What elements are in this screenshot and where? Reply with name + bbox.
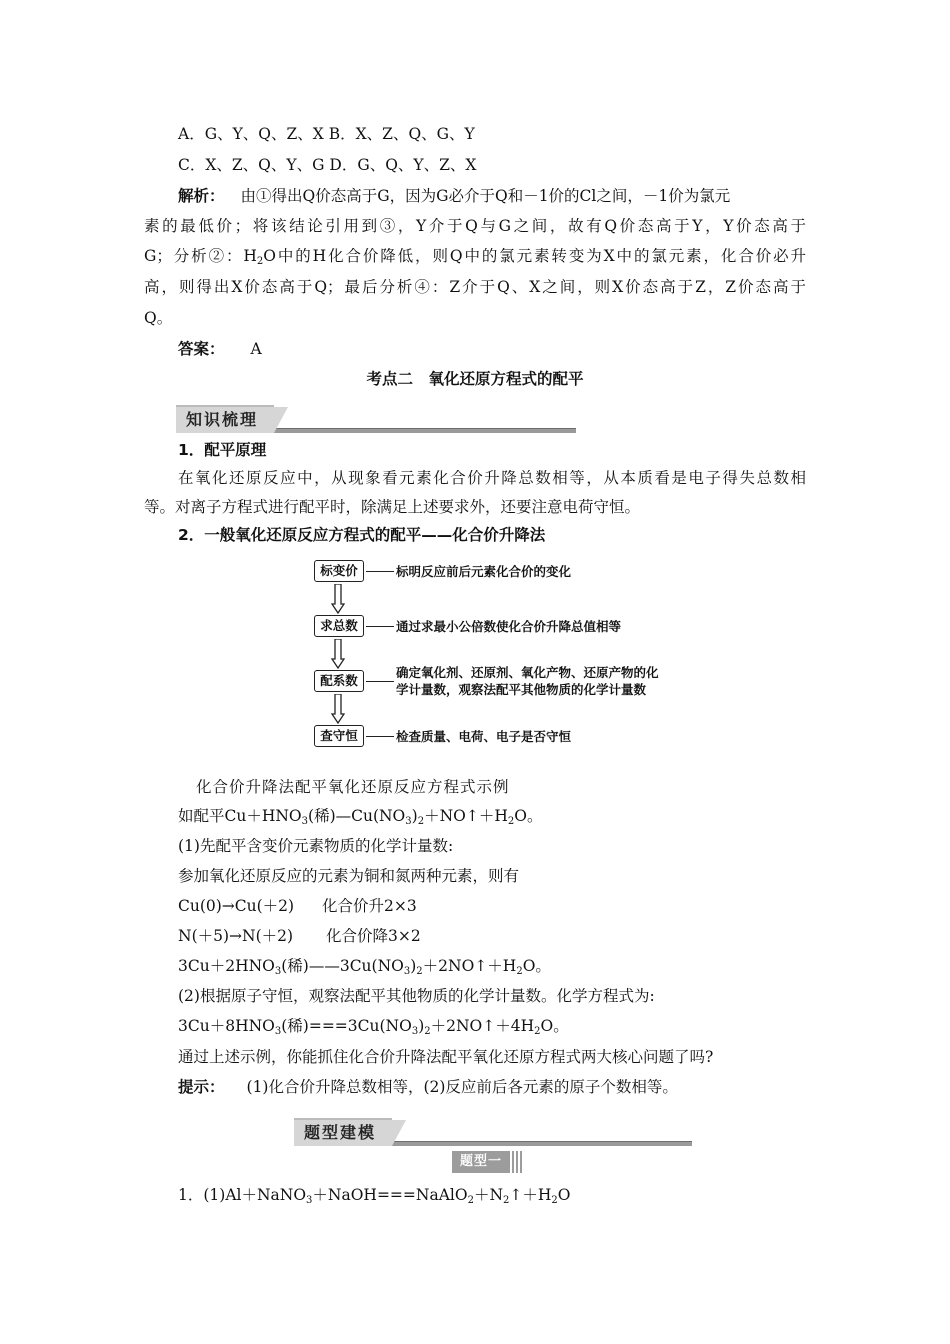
options-cd: C．X、Z、Q、Y、G D．G、Q、Y、Z、X bbox=[178, 156, 477, 174]
item1-paragraph-2: 等。对离子方程式进行配平时，除满足上述要求外，还要注意电荷守恒。 bbox=[144, 498, 641, 516]
flow-text-3a: 确定氧化剂、还原剂、氧化产物、还原产物的化 bbox=[396, 665, 659, 680]
example-step-1b: 参加氧化还原反应的元素为铜和氮两种元素，则有 bbox=[178, 867, 520, 885]
options-ab: A．G、Y、Q、Z、X B．X、Z、Q、G、Y bbox=[178, 125, 475, 143]
flow-box-2: 求总数 bbox=[314, 615, 364, 637]
analysis-line-3: G；分析②：$H_2O$中的H化合价降低，则Q中的氯元素转变为X中的氯元素，化合价必升 bbox=[144, 247, 807, 267]
analysis-line-1: 解析： 由①得出Q价态高于G，因为G必介于Q和－1价的Cl之间，－1价为氯元 bbox=[178, 186, 731, 205]
banner-modeling bbox=[294, 1118, 692, 1146]
example-equation-1: $3Cu+2HNO_3$(稀)$——3Cu(NO_3)_2+2NO↑+H_2O$。 bbox=[178, 957, 551, 977]
hint-text: (1)化合价升降总数相等，(2)反应前后各元素的原子个数相等。 bbox=[246, 1078, 678, 1096]
answer-label: 答案： bbox=[178, 339, 225, 358]
item1-title: 1．配平原理 bbox=[178, 441, 267, 459]
hint-label: 提示： bbox=[178, 1077, 225, 1096]
example-step-1: (1)先配平含变价元素物质的化学计量数: bbox=[178, 837, 454, 855]
flow-text-4: 检查质量、电荷、电子是否守恒 bbox=[396, 729, 572, 744]
example-equation-2: $3Cu+8HNO_3$(稀)$===3Cu(NO_3)_2+2NO↑+4H_2O$。 bbox=[178, 1017, 569, 1037]
flow-text-1: 标明反应前后元素化合价的变化 bbox=[396, 564, 572, 579]
answer bbox=[178, 339, 262, 359]
example-title: 化合价升降法配平氧化还原反应方程式示例 bbox=[196, 778, 510, 796]
down-arrow-icon bbox=[331, 694, 345, 724]
item1-paragraph-1: 在氧化还原反应中，从现象看元素化合价升降总数相等，从本质看是电子得失总数相 bbox=[178, 469, 806, 487]
example-equation-0: 如配平$Cu+HNO_3$(稀)$—Cu(NO_3)_2+NO↑+H_2O$。 bbox=[178, 807, 543, 827]
example-question: 通过上述示例，你能抓住化合价升降法配平氧化还原方程式两大核心问题了吗? bbox=[178, 1048, 714, 1066]
flow-connector-4 bbox=[366, 736, 394, 737]
hint bbox=[178, 1077, 678, 1097]
banner-knowledge-label: 知识梳理 bbox=[176, 405, 274, 433]
analysis-line-2: 素的最低价；将该结论引用到③，Y介于Q与G之间，故有Q价态高于Y，Y价态高于 bbox=[144, 217, 806, 235]
n-change-note: 化合价降3×2 bbox=[326, 927, 421, 945]
flow-box-4: 查守恒 bbox=[314, 725, 364, 747]
flow-connector-1 bbox=[366, 571, 394, 572]
banner-knowledge bbox=[176, 405, 576, 433]
flow-box-1: 标变价 bbox=[314, 560, 364, 582]
cu-change: Cu(0)→Cu(＋2) bbox=[178, 897, 295, 915]
analysis-label: 解析： bbox=[178, 186, 225, 205]
flow-box-3: 配系数 bbox=[314, 670, 364, 692]
flow-text-3b: 学计量数，观察法配平其他物质的化学计量数 bbox=[396, 682, 647, 697]
flow-connector-3 bbox=[366, 681, 394, 682]
flow-connector-2 bbox=[366, 626, 394, 627]
question-type-tag: 题型一 bbox=[452, 1151, 510, 1173]
cu-change-note: 化合价升2×3 bbox=[322, 897, 417, 915]
section-title: 考点二 氧化还原方程式的配平 bbox=[366, 370, 584, 388]
down-arrow-icon bbox=[331, 584, 345, 614]
answer-value: A bbox=[250, 340, 262, 358]
example-step-2: (2)根据原子守恒，观察法配平其他物质的化学计量数。化学方程式为: bbox=[178, 987, 655, 1005]
question-1: 1．$(1)Al+NaNO_3+NaOH===NaAlO_2+N_2↑+H_2O$ bbox=[178, 1186, 571, 1206]
item2-title: 2．一般氧化还原反应方程式的配平——化合价升降法 bbox=[178, 526, 546, 544]
flow-text-2: 通过求最小公倍数使化合价升降总值相等 bbox=[396, 619, 622, 634]
tag-stripes bbox=[512, 1151, 524, 1173]
n-change: N(＋5)→N(＋2) bbox=[178, 927, 294, 945]
analysis-line-4: 高，则得出X价态高于Q；最后分析④：Z介于Q、X之间，则X价态高于Z，Z价态高于 bbox=[144, 278, 806, 296]
banner-modeling-label: 题型建模 bbox=[294, 1118, 392, 1146]
analysis-line-5: Q。 bbox=[144, 309, 173, 327]
down-arrow-icon bbox=[331, 639, 345, 669]
